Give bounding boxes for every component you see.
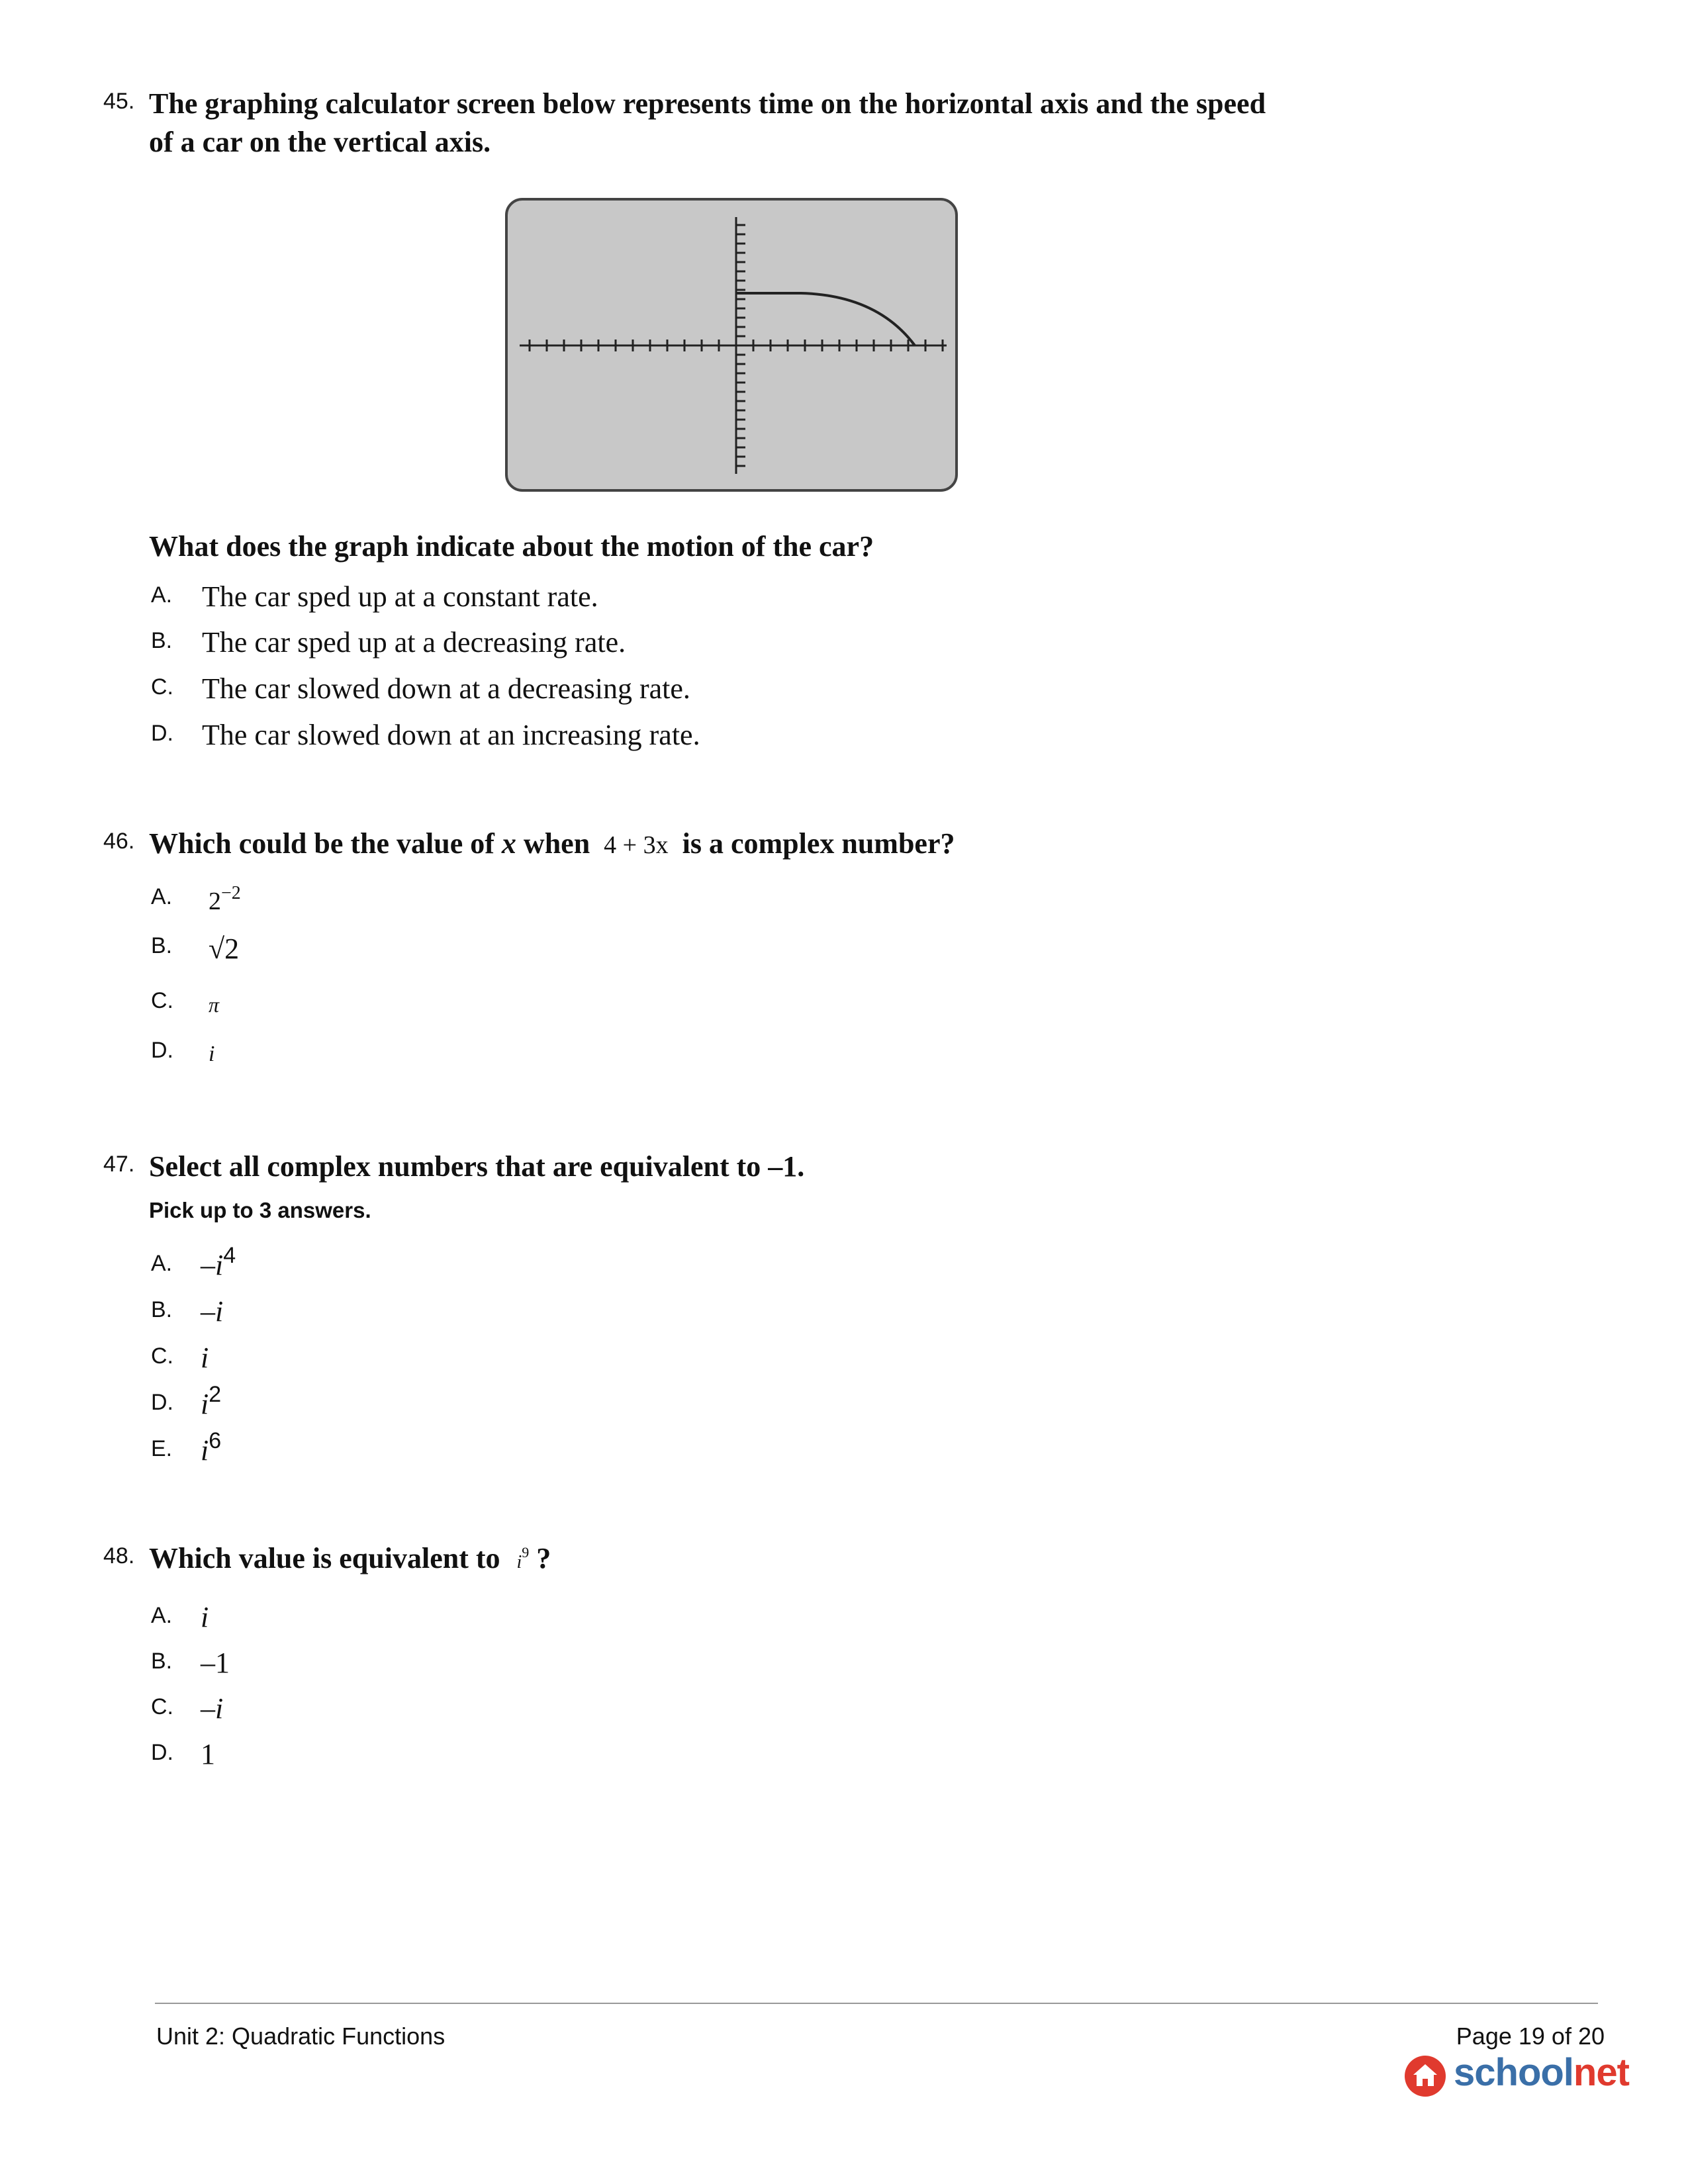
q48-expression-base: i	[516, 1552, 522, 1572]
q45-prompt: What does the graph indicate about the motion of the car?	[149, 530, 874, 563]
q47-option-c-value[interactable]: i	[201, 1342, 209, 1374]
q48-option-a-value[interactable]: i	[201, 1601, 209, 1633]
q47-option-b-value[interactable]: –i	[201, 1295, 224, 1328]
q45-option-c-text[interactable]: The car slowed down at a decreasing rate.	[202, 672, 690, 705]
q46-option-b-label[interactable]: B.	[151, 933, 173, 958]
q48-number: 48.	[103, 1543, 135, 1569]
q46-option-c-value[interactable]: π	[209, 993, 220, 1017]
q47-option-a-value[interactable]	[201, 1243, 236, 1282]
q45-option-a-text[interactable]: The car sped up at a constant rate.	[202, 580, 598, 613]
q47-option-d-exponent: 2	[209, 1382, 222, 1407]
schoolnet-logo	[1403, 2050, 1629, 2097]
q46-stem-text-2: when	[523, 827, 590, 860]
q47-option-d-value[interactable]	[201, 1382, 222, 1421]
q47-stem: Select all complex numbers that are equivalent to –1.	[149, 1150, 805, 1183]
q45-option-a-label[interactable]: A.	[151, 582, 173, 608]
q45-option-c-label[interactable]: C.	[151, 674, 173, 700]
q46-option-a-exponent: −2	[221, 883, 241, 903]
q45-option-b-label[interactable]: B.	[151, 628, 173, 653]
q46-option-b-value[interactable]: √2	[209, 933, 240, 965]
q48-option-d-value[interactable]: 1	[201, 1738, 215, 1770]
q45-stem	[149, 85, 1539, 161]
q47-option-d-base: i	[201, 1388, 209, 1420]
q48-stem-text-1: Which value is equivalent to	[149, 1542, 500, 1574]
footer-unit-title: Unit 2: Quadratic Functions	[156, 2023, 445, 2050]
q46-expression: 4 + 3x	[604, 831, 669, 859]
q48-option-c-value[interactable]: –i	[201, 1692, 224, 1725]
q45-option-d-text[interactable]: The car slowed down at an increasing rate.	[202, 719, 700, 751]
q48-expression-exponent: 9	[522, 1544, 530, 1561]
q48-option-a-label[interactable]: A.	[151, 1603, 173, 1628]
q46-variable-x: x	[501, 827, 516, 860]
q47-option-e-label[interactable]: E.	[151, 1436, 173, 1461]
q46-option-d-label[interactable]: D.	[151, 1038, 173, 1063]
q46-option-c-label[interactable]: C.	[151, 988, 173, 1013]
q47-option-a-exponent: 4	[223, 1243, 236, 1268]
q48-expression	[516, 1544, 530, 1572]
q48-option-b-value[interactable]: –1	[201, 1647, 230, 1679]
footer-divider	[155, 2003, 1598, 2004]
q47-option-a-base: –i	[201, 1249, 224, 1281]
q47-option-a-label[interactable]: A.	[151, 1251, 173, 1276]
q48-stem-text-2: ?	[536, 1542, 551, 1574]
q47-option-e-value[interactable]	[201, 1428, 222, 1467]
q47-option-d-label[interactable]: D.	[151, 1390, 173, 1415]
footer-page-number: Page 19 of 20	[1456, 2023, 1605, 2050]
q46-stem-text-1: Which could be the value of	[149, 827, 494, 860]
q45-option-b-text[interactable]: The car sped up at a decreasing rate.	[202, 626, 626, 659]
q48-option-d-label[interactable]: D.	[151, 1740, 173, 1765]
q46-option-a-value[interactable]	[209, 883, 241, 916]
house-icon	[1403, 2054, 1447, 2098]
q47-option-e-base: i	[201, 1434, 209, 1467]
q47-option-b-label[interactable]: B.	[151, 1297, 173, 1322]
q45-stem-line2: of a car on the vertical axis.	[149, 126, 491, 158]
q48-option-c-label[interactable]: C.	[151, 1694, 173, 1719]
calculator-screen-graph	[503, 196, 966, 496]
q46-option-a-base: 2	[209, 887, 221, 915]
q46-option-d-value[interactable]: i	[209, 1042, 215, 1066]
schoolnet-wordmark	[1454, 2050, 1629, 2095]
q47-option-c-label[interactable]: C.	[151, 1343, 173, 1369]
q46-option-a-label[interactable]: A.	[151, 884, 173, 909]
q46-stem	[149, 825, 955, 864]
logo-school-text: school	[1454, 2051, 1573, 2094]
logo-net-text: net	[1573, 2051, 1629, 2094]
q47-instruction: Pick up to 3 answers.	[149, 1198, 371, 1222]
q48-stem	[149, 1539, 551, 1582]
q47-number: 47.	[103, 1152, 135, 1177]
q47-option-e-exponent: 6	[209, 1428, 222, 1453]
q45-option-d-label[interactable]: D.	[151, 721, 173, 746]
q45-number: 45.	[103, 89, 135, 114]
q48-option-b-label[interactable]: B.	[151, 1649, 173, 1674]
q46-number: 46.	[103, 829, 135, 854]
q45-stem-line1: The graphing calculator screen below represents time on the horizontal axis and the speed	[149, 87, 1266, 120]
q46-stem-text-3: is a complex number?	[682, 827, 955, 860]
